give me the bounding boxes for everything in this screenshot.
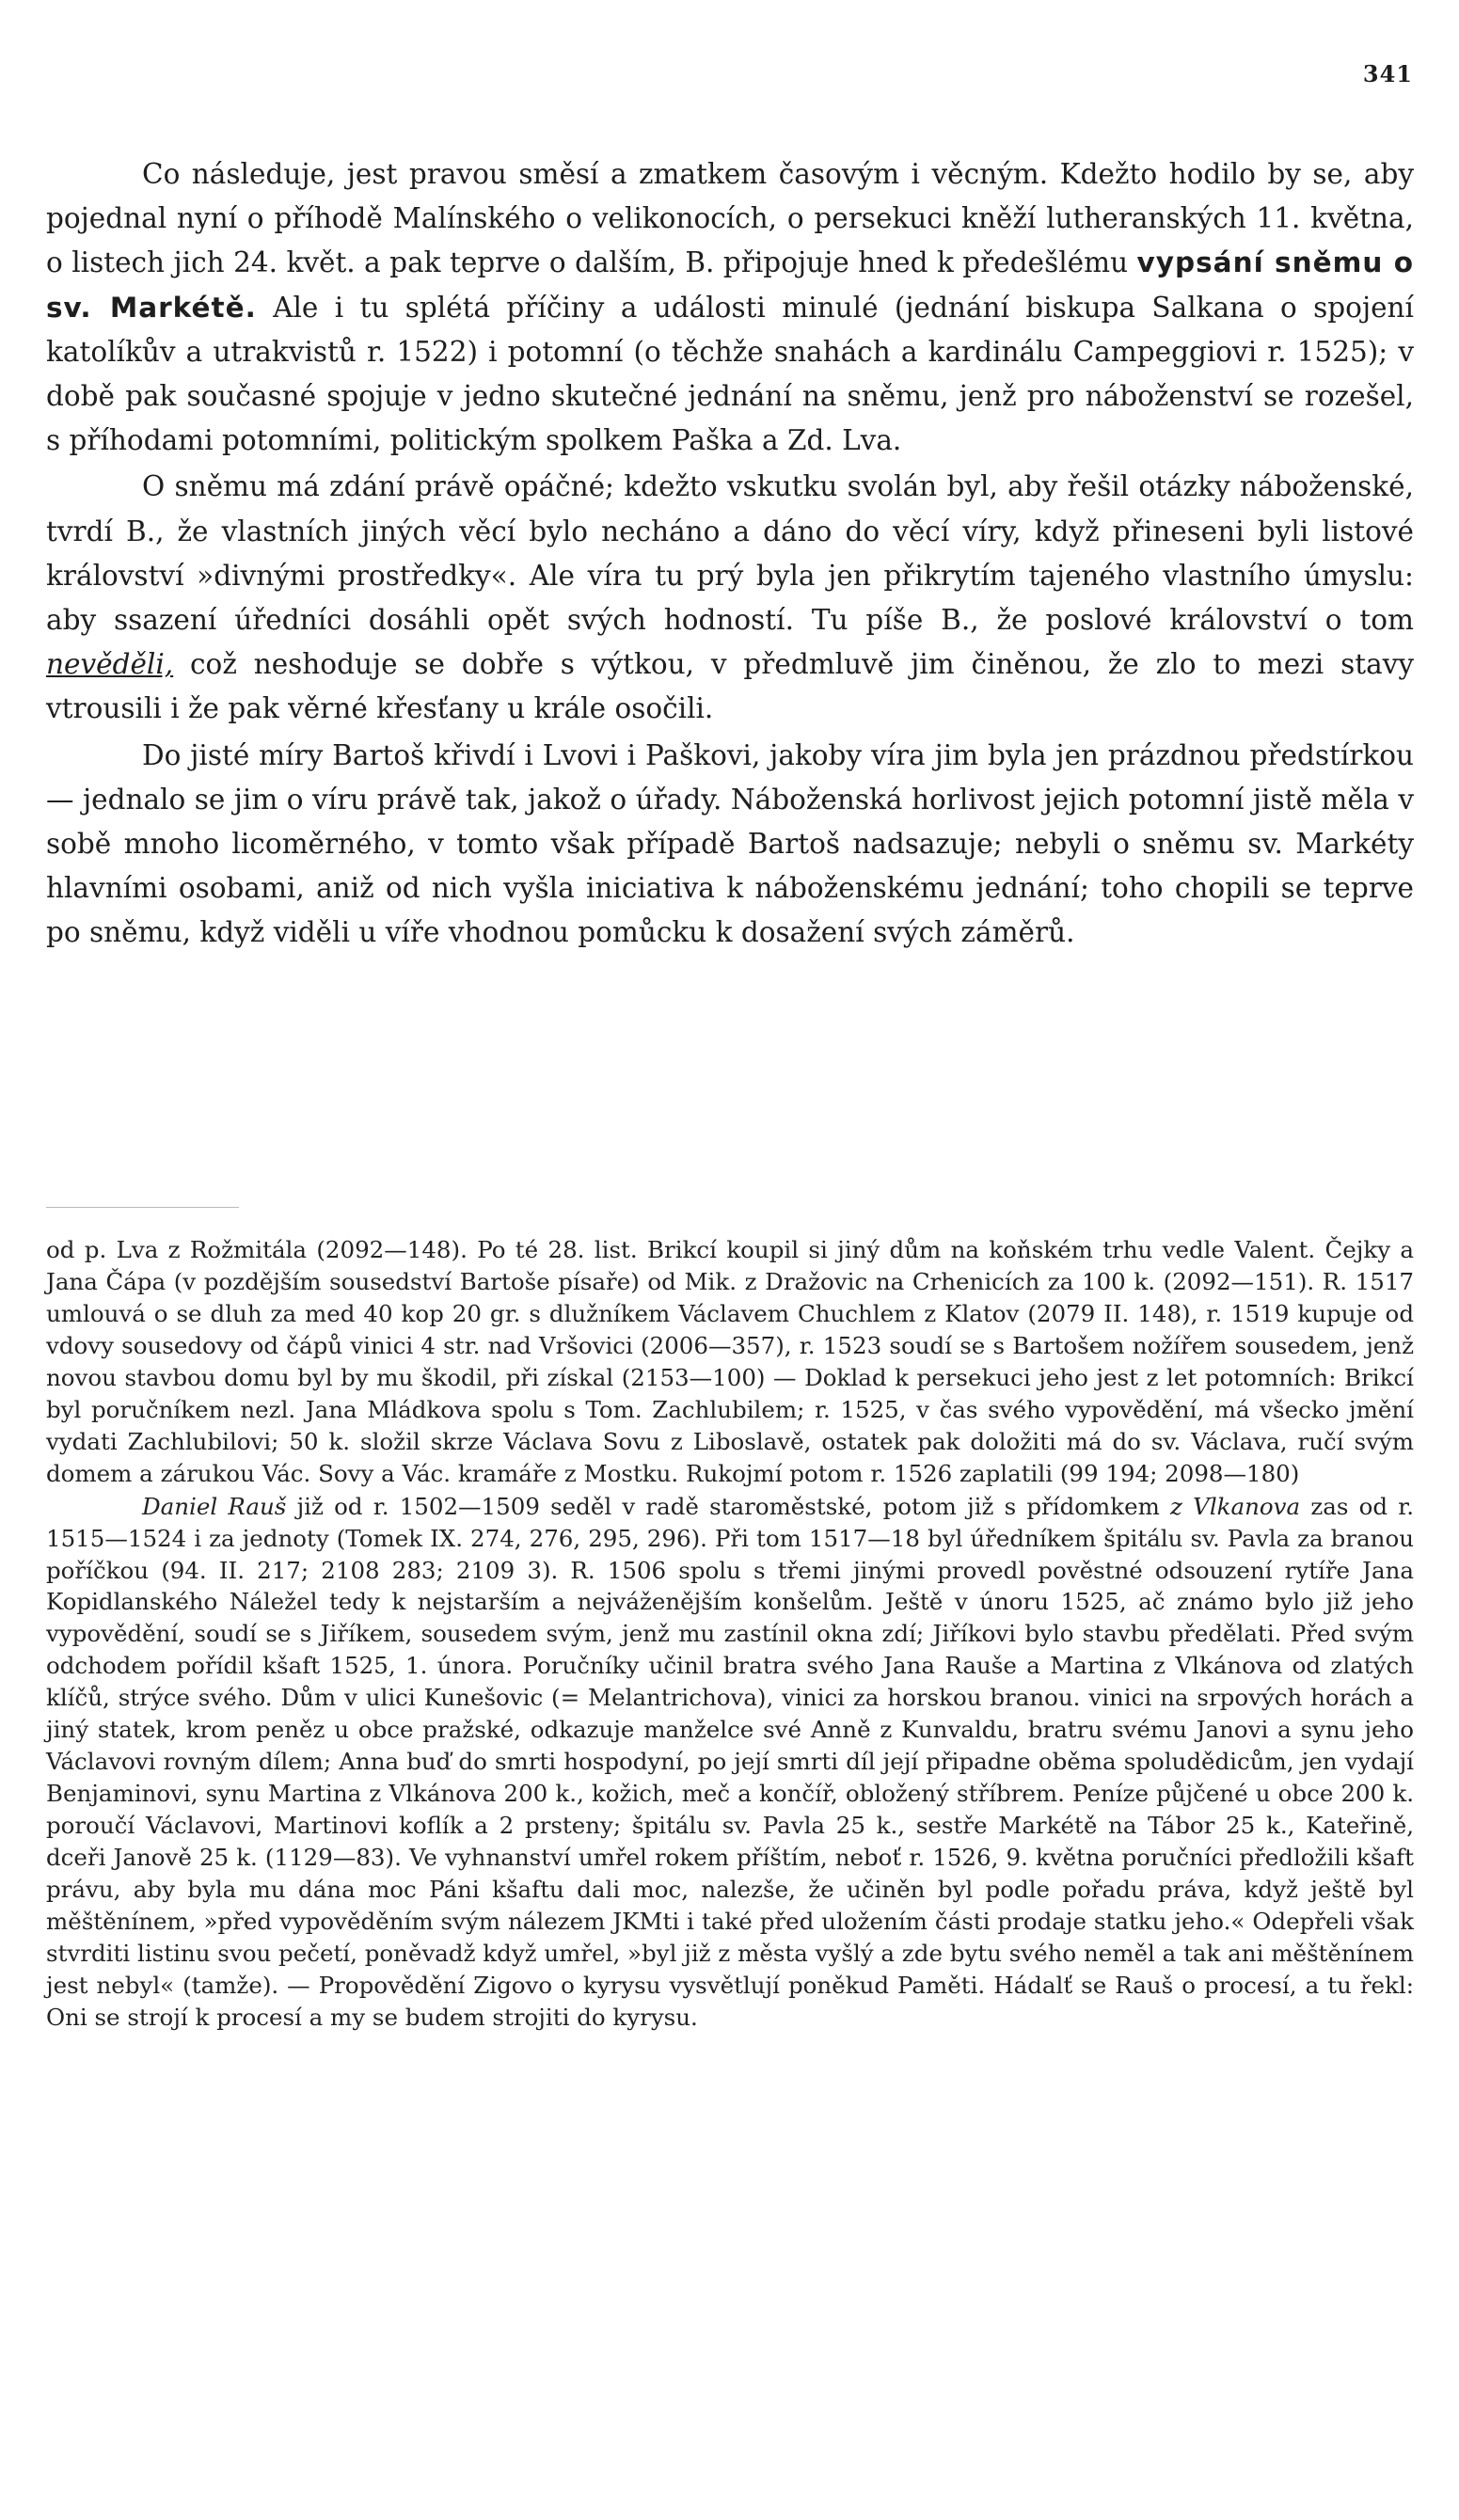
paragraph-1-text-b: Ale i tu splétá příčiny a události minulé (jednání biskupa Salkana o spojení katolíkův a utrakvistů r. 1522) i potomní (o těchže snahách a kardinálu Campeggiovi r. 1525); v době pak současné spojuje v jedno skutečné jednání na sněmu, jenž pro náboženství se rozešel, s příhodami potomními, politickým spolkem Paška a Zd. Lva. <box>46 291 1414 457</box>
footnote-text-a: již od r. 1502—1509 seděl v radě staroměstské, potom již s přídomkem <box>296 1492 1160 1520</box>
footnote-text-b: zas od r. 1515—1524 i za jednoty (Tomek IX. 274, 276, 295, 296). Při tom 1517—18 byl úředníkem špitálu sv. Pavla za branou poříčkou (94. II. 217; 2108 283; 2109 3). R. 1506 spolu s třemi jinými provedl pověstné odsouzení rytíře Jana Kopidlanského Náležel tedy k nejstarším a nejváženějším konšelům. Ještě v únoru 1525, ač známo bylo již jeho vypovědění, soudí se s Jiříkem, sousedem svým, jenž mu zastínil okna zdí; Jiříkovi bylo stavbu předělati. Před svým odchodem pořídil kšaft 1525, 1. února. Poručníky učinil bratra svého Jana Rauše a Martina z Vlkánova od zlatých klíčů, strýce svého. Dům v ulici Kunešovic (= Melantrichova), vinici za horskou branou. vinici na srpových horách a jiný statek, krom peněz u obce pražské, odkazuje manželce své Anně z Kunvaldu, bratru svému Janovi a synu jeho Václavovi rovným dílem; Anna buď do smrti hospodyní, po její smrti díl její připadne oběma spoludědicům, jen vydají Benjaminovi, synu Martina z Vlkánova 200 k., kožich, meč a končíř, obložený stříbrem. Peníze půjčené u obce 200 k. poroučí Václavovi, Martinovi koflík a 2 prsteny; špitálu sv. Pavla 25 k., sestře Markétě na Tábor 25 k., Kateřině, dceři Janově 25 k. (1129—83). Ve vyhnanství umřel rokem příštím, neboť r. 1526, 9. května poručníci předložili kšaft právu, aby byla mu dána moc Páni kšaftu dali moc, nalezše, že učiněn byl podle pořadu práva, když ještě byl měštěnínem, »před vypověděním svým nálezem JKMti i také před uložením části prodaje statku jeho.« Odepřeli však stvrditi listinu svou pečetí, poněvadž když umřel, »byl již z města vyšlý a zde bytu svého neměl a tak ani měštěnínem jest nebyl« (tamže). — Propovědění Zigovo o kyrysu vysvětlují poněkud Paměti. Hádalť se Rauš o procesí, a tu řekl: Oni se strojí k procesí a my se budem strojiti do kyrysu. <box>46 1492 1415 2031</box>
paragraph-1-text-a: Co následuje, jest pravou směsí a zmatkem časovým i věcným. Kdežto hodilo by se, aby pojednal nyní o příhodě Malínského o velikonocích, o persekuci kněží lutheranských 11. května, o listech jich 24. květ. a pak teprve o dalším, B. připojuje hned k předešlému <box>46 158 1414 279</box>
footnote-separator <box>46 1207 239 1208</box>
main-text <box>46 152 1414 956</box>
footnote-continued: od p. Lva z Rožmitála (2092—148). Po té 28. list. Brikcí koupil si jiný dům na koňském trhu vedle Valent. Čejky a Jana Čápa (v pozdějším sousedství Bartoše písaře) od Mik. z Dražovic na Crhenicích za 100 k. (2092—151). R. 1517 umlouvá o se dluh za med 40 kop 20 gr. s dlužníkem Václavem Chuchlem z Klatov (2079 II. 148), r. 1519 kupuje od vdovy sousedovy od čápů vinici 4 str. nad Vršovici (2006—357), r. 1523 soudí se s Bartošem nožířem sousedem, jenž novou stavbou domu byl by mu škodil, při získal (2153—100) — Doklad k persekuci jeho jest z let potomních: Brikcí byl poručníkem nezl. Jana Mládkova spolu s Tom. Zachlubilem; r. 1525, v čas svého vypovědění, má všecko jmění vydati Zachlubilovi; 50 k. složil skrze Václava Sovu z Liboslavě, ostatek pak doložiti má do sv. Václava, ručí svým domem a zárukou Vác. Sovy a Vác. kramáře z Mostku. Rukojmí potom r. 1526 zaplatili (99 194; 2098—180) <box>46 1236 1414 1487</box>
paragraph-1 <box>46 152 1414 463</box>
paragraph-2-text-b: což neshoduje se dobře s výtkou, v předmluvě jim činěnou, že zlo to mezi stavy vtrousili i že pak věrné křesťany u krále osočili. <box>46 648 1414 725</box>
footnote-predicate: z Vlkanova <box>1170 1492 1301 1520</box>
paragraph-2 <box>46 465 1414 731</box>
footnote-person-name: Daniel Rauš <box>142 1492 287 1520</box>
footnotes <box>46 1234 1414 2034</box>
emphasis-synod-st-margaret: vypsání sněmu o sv. Markétě. <box>46 246 1414 324</box>
paragraph-2-text-a: O sněmu má zdání právě opáčné; kdežto vskutku svolán byl, aby řešil otázky náboženské, tvrdí B., že vlastních jiných věcí bylo necháno a dáno do věcí víry, když přineseni byli listové království »divnými prostředky«. Ale víra tu prý byla jen přikrytím tajeného vlastního úmyslu: aby ssazení úředníci dosáhli opět svých hodností. Tu píše B., že poslové království o tom <box>46 470 1414 637</box>
emphasis-nevedeli: nevěděli, <box>46 648 174 681</box>
footnote-daniel-raus <box>46 1491 1414 2034</box>
paragraph-3: Do jisté míry Bartoš křivdí i Lvovi i Paškovi, jakoby víra jim byla jen prázdnou předstírkou — jednalo se jim o víru právě tak, jakož o úřady. Náboženská horlivost jejich potomní jistě měla v sobě mnoho licoměrného, v tomto však případě Bartoš nadsazuje; nebyli o sněmu sv. Markéty hlavními osobami, aniž od nich vyšla iniciativa k náboženskému jednání; toho chopili se teprve po sněmu, když viděli u víře vhodnou pomůcku k dosažení svých záměrů. <box>46 738 1414 949</box>
page-number: 341 <box>1362 60 1413 87</box>
